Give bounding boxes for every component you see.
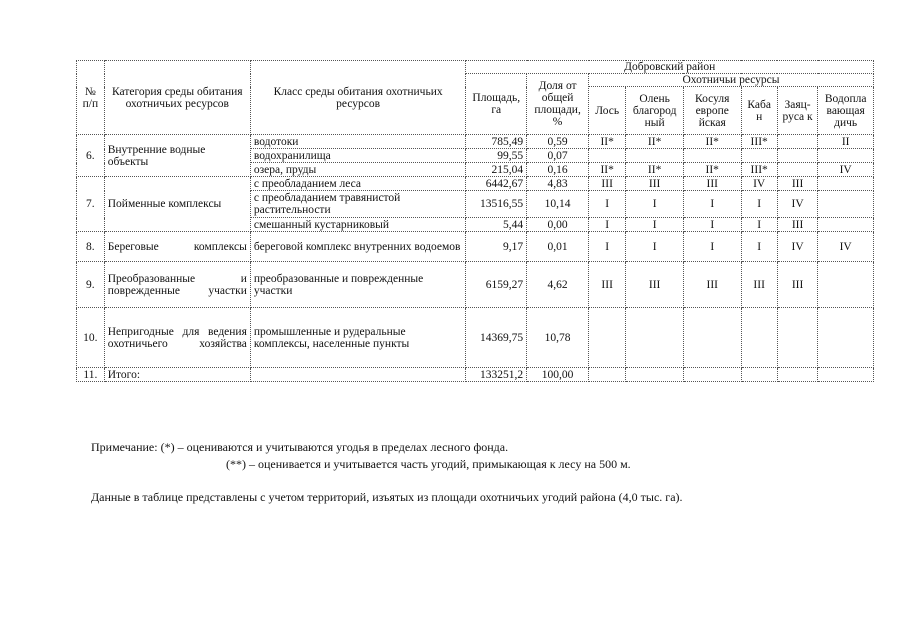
row-resource-rating: II* bbox=[589, 135, 626, 149]
row-resource-rating: IV bbox=[818, 232, 874, 262]
header-category: Категория среды обитания охотничьих ресурсов bbox=[104, 61, 250, 135]
total-resource-empty bbox=[683, 368, 741, 382]
row-resource-rating: II* bbox=[589, 163, 626, 177]
row-class: озера, пруды bbox=[250, 163, 465, 177]
total-resource-empty bbox=[626, 368, 684, 382]
row-resource-rating: IV bbox=[777, 191, 818, 218]
total-resource-empty bbox=[818, 368, 874, 382]
row-resource-rating bbox=[818, 262, 874, 308]
row-area: 14369,75 bbox=[466, 308, 527, 368]
header-num: № п/п bbox=[77, 61, 105, 135]
row-resource-rating: III* bbox=[741, 135, 777, 149]
header-district: Добровский район bbox=[466, 61, 874, 74]
row-resource-rating: III bbox=[589, 177, 626, 191]
row-share: 0,01 bbox=[527, 232, 589, 262]
row-area: 785,49 bbox=[466, 135, 527, 149]
table-row bbox=[77, 135, 874, 149]
row-resource-rating bbox=[818, 218, 874, 232]
row-class: береговой комплекс внутренних водоемов bbox=[250, 232, 465, 262]
note-footnote-2: (**) – оценивается и учитывается часть угодий, примыкающая к лесу на 500 м. bbox=[226, 457, 631, 471]
table-row bbox=[77, 308, 874, 368]
row-resource-rating: III* bbox=[741, 163, 777, 177]
row-resource-rating bbox=[683, 308, 741, 368]
row-share: 10,14 bbox=[527, 191, 589, 218]
row-resource-rating bbox=[818, 308, 874, 368]
row-class: с преобладанием травянистой растительности bbox=[250, 191, 465, 218]
total-resource-empty bbox=[777, 368, 818, 382]
row-resource-rating: I bbox=[589, 232, 626, 262]
row-resource-rating bbox=[818, 149, 874, 163]
total-resource-empty bbox=[741, 368, 777, 382]
header-species: Заяц-руса к bbox=[777, 87, 818, 135]
table-row bbox=[77, 177, 874, 191]
row-resource-rating bbox=[589, 149, 626, 163]
row-resource-rating bbox=[777, 149, 818, 163]
total-num: 11. bbox=[77, 368, 105, 382]
row-resource-rating: III bbox=[777, 218, 818, 232]
row-area: 13516,55 bbox=[466, 191, 527, 218]
row-resource-rating: III bbox=[589, 262, 626, 308]
total-share: 100,00 bbox=[527, 368, 589, 382]
row-num: 9. bbox=[77, 262, 105, 308]
row-share: 0,16 bbox=[527, 163, 589, 177]
header-species: Олень благород ный bbox=[626, 87, 684, 135]
header-species: Каба н bbox=[741, 87, 777, 135]
row-area: 6442,67 bbox=[466, 177, 527, 191]
row-num: 10. bbox=[77, 308, 105, 368]
row-num: 6. bbox=[77, 135, 105, 177]
row-resource-rating bbox=[777, 163, 818, 177]
table-row bbox=[77, 232, 874, 262]
row-class: смешанный кустарниковый bbox=[250, 218, 465, 232]
row-resource-rating bbox=[741, 308, 777, 368]
total-label: Итого: bbox=[104, 368, 250, 382]
row-resource-rating: I bbox=[589, 191, 626, 218]
row-share: 4,83 bbox=[527, 177, 589, 191]
row-resource-rating: II* bbox=[626, 135, 684, 149]
header-class: Класс среды обитания охотничьих ресурсов bbox=[250, 61, 465, 135]
row-category: Непригодные для ведения охотничьего хозяйства bbox=[104, 308, 250, 368]
header-area: Площадь, га bbox=[466, 74, 527, 135]
row-area: 99,55 bbox=[466, 149, 527, 163]
row-area: 9,17 bbox=[466, 232, 527, 262]
row-resource-rating: III bbox=[626, 177, 684, 191]
row-resource-rating bbox=[741, 149, 777, 163]
row-resource-rating: I bbox=[683, 191, 741, 218]
row-resource-rating: I bbox=[741, 232, 777, 262]
row-class: промышленные и рудеральные комплексы, населенные пункты bbox=[250, 308, 465, 368]
row-resource-rating: III bbox=[626, 262, 684, 308]
note-data-remark: Данные в таблице представлены с учетом территорий, изъятых из площади охотничьих угодий района (4,0 тыс. га). bbox=[91, 490, 683, 504]
row-resource-rating: II bbox=[818, 135, 874, 149]
row-resource-rating: II* bbox=[626, 163, 684, 177]
row-share: 0,07 bbox=[527, 149, 589, 163]
row-resource-rating: III bbox=[683, 177, 741, 191]
table-row bbox=[77, 262, 874, 308]
row-area: 6159,27 bbox=[466, 262, 527, 308]
row-share: 0,59 bbox=[527, 135, 589, 149]
row-resource-rating: I bbox=[741, 191, 777, 218]
row-resource-rating: III bbox=[777, 262, 818, 308]
row-class: водотоки bbox=[250, 135, 465, 149]
row-category: Пойменные комплексы bbox=[104, 177, 250, 232]
total-resource-empty bbox=[589, 368, 626, 382]
row-area: 5,44 bbox=[466, 218, 527, 232]
header-share: Доля от общей площади, % bbox=[527, 74, 589, 135]
row-resource-rating: IV bbox=[777, 232, 818, 262]
row-share: 0,00 bbox=[527, 218, 589, 232]
row-resource-rating: I bbox=[683, 232, 741, 262]
row-resource-rating bbox=[818, 191, 874, 218]
note-footnote-1: Примечание: (*) – оцениваются и учитываются угодья в пределах лесного фонда. bbox=[91, 440, 509, 454]
row-resource-rating: I bbox=[741, 218, 777, 232]
row-resource-rating bbox=[589, 308, 626, 368]
row-resource-rating: I bbox=[626, 218, 684, 232]
row-resource-rating: III bbox=[777, 177, 818, 191]
row-class: с преобладанием леса bbox=[250, 177, 465, 191]
header-species: Водопла вающая дичь bbox=[818, 87, 874, 135]
row-num: 7. bbox=[77, 177, 105, 232]
row-class: преобразованные и поврежденные участки bbox=[250, 262, 465, 308]
row-resource-rating: IV bbox=[741, 177, 777, 191]
row-resource-rating: II* bbox=[683, 163, 741, 177]
row-resource-rating: III bbox=[741, 262, 777, 308]
row-resource-rating: IV bbox=[818, 163, 874, 177]
header-species: Лось bbox=[589, 87, 626, 135]
row-resource-rating bbox=[818, 177, 874, 191]
header-species: Косуля европе йская bbox=[683, 87, 741, 135]
header-resources: Охотничьи ресурсы bbox=[589, 74, 874, 87]
row-category: Преобразованные и поврежденные участки bbox=[104, 262, 250, 308]
row-share: 4,62 bbox=[527, 262, 589, 308]
row-resource-rating bbox=[777, 308, 818, 368]
row-resource-rating bbox=[683, 149, 741, 163]
row-share: 10,78 bbox=[527, 308, 589, 368]
total-row bbox=[77, 368, 874, 382]
row-resource-rating: I bbox=[626, 191, 684, 218]
row-num: 8. bbox=[77, 232, 105, 262]
total-class-empty bbox=[250, 368, 465, 382]
total-area: 133251,2 bbox=[466, 368, 527, 382]
row-category: Береговые комплексы bbox=[104, 232, 250, 262]
row-class: водохранилища bbox=[250, 149, 465, 163]
row-resource-rating bbox=[626, 149, 684, 163]
hunting-resources-table bbox=[76, 60, 874, 382]
row-area: 215,04 bbox=[466, 163, 527, 177]
row-category: Внутренние водные объекты bbox=[104, 135, 250, 177]
row-resource-rating bbox=[777, 135, 818, 149]
row-resource-rating bbox=[626, 308, 684, 368]
row-resource-rating: I bbox=[589, 218, 626, 232]
row-resource-rating: I bbox=[626, 232, 684, 262]
row-resource-rating: I bbox=[683, 218, 741, 232]
row-resource-rating: III bbox=[683, 262, 741, 308]
row-resource-rating: II* bbox=[683, 135, 741, 149]
